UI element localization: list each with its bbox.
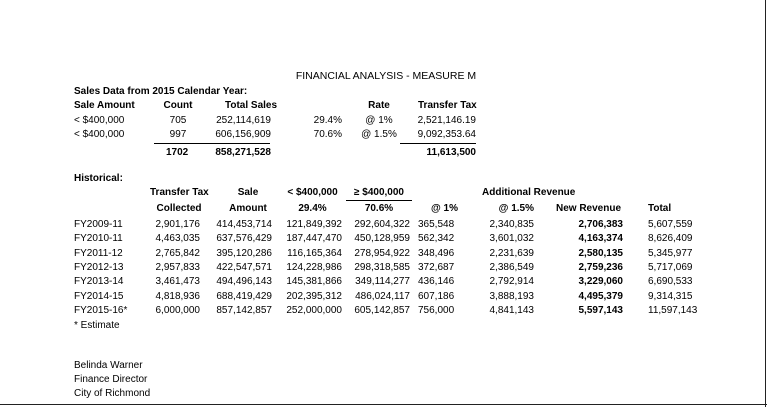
hist-header-ge400-rule <box>346 200 412 201</box>
sales-cell-pct: 29.4% <box>313 115 342 126</box>
hist-cell-amount: 422,547,571 <box>216 261 272 273</box>
hist-header-pct-lt: 29.4% <box>298 203 327 214</box>
hist-cell-total: 5,607,559 <box>648 219 693 230</box>
sales-header-rate: Rate <box>368 100 390 111</box>
sales-header-amount: Sale Amount <box>74 100 135 111</box>
sales-cell-count: 705 <box>169 115 187 126</box>
sales-total-rule-right <box>400 143 476 144</box>
signature-name: Belinda Warner <box>74 360 143 371</box>
sales-cell-pct: 70.6% <box>313 129 342 140</box>
hist-cell-collected: 6,000,000 <box>155 304 200 316</box>
hist-cell-collected: 2,957,833 <box>155 261 200 273</box>
hist-cell-lt400: 202,395,312 <box>286 290 342 302</box>
hist-cell-new-revenue: 5,597,143 <box>578 304 623 316</box>
hist-header-transfer-tax: Transfer Tax <box>150 187 209 198</box>
hist-cell-at1: 365,548 <box>418 219 455 230</box>
sales-cell-tax: 2,521,146.19 <box>417 115 476 126</box>
hist-header-at1: @ 1% <box>431 203 458 214</box>
hist-cell-at1: 756,000 <box>418 304 455 316</box>
sales-cell-total-sales: 606,156,909 <box>215 129 271 140</box>
page-border-bottom <box>0 404 767 405</box>
sales-cell-amount: < $400,000 <box>74 129 125 140</box>
sales-cell-amount: < $400,000 <box>74 115 125 126</box>
hist-cell-at1: 607,186 <box>418 290 455 302</box>
hist-cell-new-revenue: 4,163,374 <box>578 233 623 245</box>
sales-cell-rate: @ 1.5% <box>361 129 397 140</box>
hist-cell-at15: 2,386,549 <box>489 261 534 273</box>
hist-cell-lt400: 187,447,470 <box>286 233 342 245</box>
hist-header-additional-revenue: Additional Revenue <box>482 187 576 198</box>
hist-cell-lt400: 124,228,986 <box>286 261 342 273</box>
hist-cell-collected: 2,765,842 <box>155 247 200 259</box>
sales-header-total-sales: Total Sales <box>225 100 278 111</box>
sales-cell-total-sales: 252,114,619 <box>216 115 271 126</box>
hist-cell-at15: 3,601,032 <box>489 233 534 245</box>
signature-position: Finance Director <box>74 374 148 385</box>
hist-cell-at1: 562,342 <box>418 233 455 245</box>
signature-org: City of Richmond <box>74 388 151 399</box>
hist-cell-ge400: 486,024,117 <box>355 290 410 302</box>
hist-cell-at1: 348,496 <box>418 247 455 259</box>
hist-header-lt400: < $400,000 <box>287 187 338 198</box>
hist-cell-amount: 637,576,429 <box>216 233 272 245</box>
sales-cell-rate: @ 1% <box>365 115 393 126</box>
sales-header-transfer-tax: Transfer Tax <box>418 100 477 111</box>
hist-cell-collected: 3,461,473 <box>155 276 200 288</box>
sales-total-sales: 858,271,528 <box>215 147 271 158</box>
hist-header-ge400: ≥ $400,000 <box>354 187 404 198</box>
footnote-estimate: * Estimate <box>74 320 120 331</box>
hist-cell-at15: 2,792,914 <box>489 276 534 288</box>
hist-cell-new-revenue: 2,706,383 <box>578 219 623 230</box>
hist-cell-new-revenue: 2,759,236 <box>578 261 623 273</box>
hist-cell-new-revenue: 3,229,060 <box>578 276 623 288</box>
hist-cell-total: 9,314,315 <box>648 290 693 302</box>
sales-cell-tax: 9,092,353.64 <box>417 129 476 140</box>
sales-total-tax: 11,613,500 <box>426 147 476 158</box>
historical-heading: Historical: <box>74 173 123 184</box>
hist-cell-at15: 2,231,639 <box>489 247 534 259</box>
hist-cell-collected: 2,901,176 <box>155 219 200 230</box>
page-border-right <box>765 0 766 407</box>
hist-cell-at1: 372,687 <box>418 261 455 273</box>
hist-cell-amount: 857,142,857 <box>216 304 272 316</box>
hist-cell-fy: FY2014-15 <box>74 290 124 302</box>
hist-cell-new-revenue: 2,580,135 <box>578 247 623 259</box>
hist-cell-total: 11,597,143 <box>648 304 698 316</box>
hist-cell-ge400: 298,318,585 <box>354 261 410 273</box>
hist-header-at15: @ 1.5% <box>498 203 534 214</box>
hist-cell-ge400: 450,128,959 <box>354 233 410 245</box>
hist-cell-total: 5,345,977 <box>648 247 693 259</box>
hist-cell-ge400: 605,142,857 <box>354 304 410 316</box>
hist-cell-ge400: 349,114,277 <box>355 276 410 288</box>
hist-header-new-revenue: New Revenue <box>556 203 622 214</box>
hist-cell-at1: 436,146 <box>418 276 455 288</box>
hist-cell-amount: 395,120,286 <box>216 247 272 259</box>
hist-cell-total: 8,626,409 <box>648 233 693 245</box>
hist-cell-at15: 3,888,193 <box>489 290 534 302</box>
hist-cell-amount: 414,453,714 <box>216 219 272 230</box>
hist-cell-total: 6,690,533 <box>648 276 693 288</box>
hist-cell-fy: FY2011-12 <box>74 247 123 259</box>
hist-cell-total: 5,717,069 <box>648 261 693 273</box>
document-title: FINANCIAL ANALYSIS - MEASURE M <box>295 70 477 82</box>
sales-cell-count: 997 <box>169 129 187 140</box>
sales-total-rule-left <box>154 143 270 144</box>
sales-heading: Sales Data from 2015 Calendar Year: <box>74 86 248 97</box>
hist-cell-lt400: 116,165,364 <box>287 247 342 259</box>
hist-cell-new-revenue: 4,495,379 <box>578 290 623 302</box>
hist-cell-ge400: 278,954,922 <box>354 247 410 259</box>
sales-header-count: Count <box>163 100 193 111</box>
hist-cell-lt400: 145,381,866 <box>286 276 342 288</box>
hist-cell-lt400: 121,849,392 <box>286 219 342 230</box>
hist-cell-collected: 4,463,035 <box>155 233 200 245</box>
hist-header-pct-ge: 70.6% <box>364 203 394 214</box>
hist-cell-ge400: 292,604,322 <box>354 219 410 230</box>
hist-header-total: Total <box>648 203 672 214</box>
hist-cell-fy: FY2010-11 <box>74 233 123 245</box>
hist-header-sale: Sale <box>237 187 259 198</box>
sales-total-count: 1702 <box>166 147 189 158</box>
hist-cell-fy: FY2013-14 <box>74 276 124 288</box>
hist-header-collected: Collected <box>156 203 202 214</box>
hist-cell-amount: 688,419,429 <box>216 290 272 302</box>
hist-cell-at15: 2,340,835 <box>489 219 534 230</box>
hist-cell-fy: FY2009-11 <box>74 219 123 230</box>
hist-cell-at15: 4,841,143 <box>489 304 534 316</box>
hist-header-amount: Amount <box>229 203 267 214</box>
hist-cell-lt400: 252,000,000 <box>286 304 342 316</box>
hist-cell-collected: 4,818,936 <box>155 290 200 302</box>
hist-cell-fy: FY2015-16* <box>74 304 128 316</box>
hist-cell-amount: 494,496,143 <box>216 276 272 288</box>
hist-cell-fy: FY2012-13 <box>74 261 124 273</box>
